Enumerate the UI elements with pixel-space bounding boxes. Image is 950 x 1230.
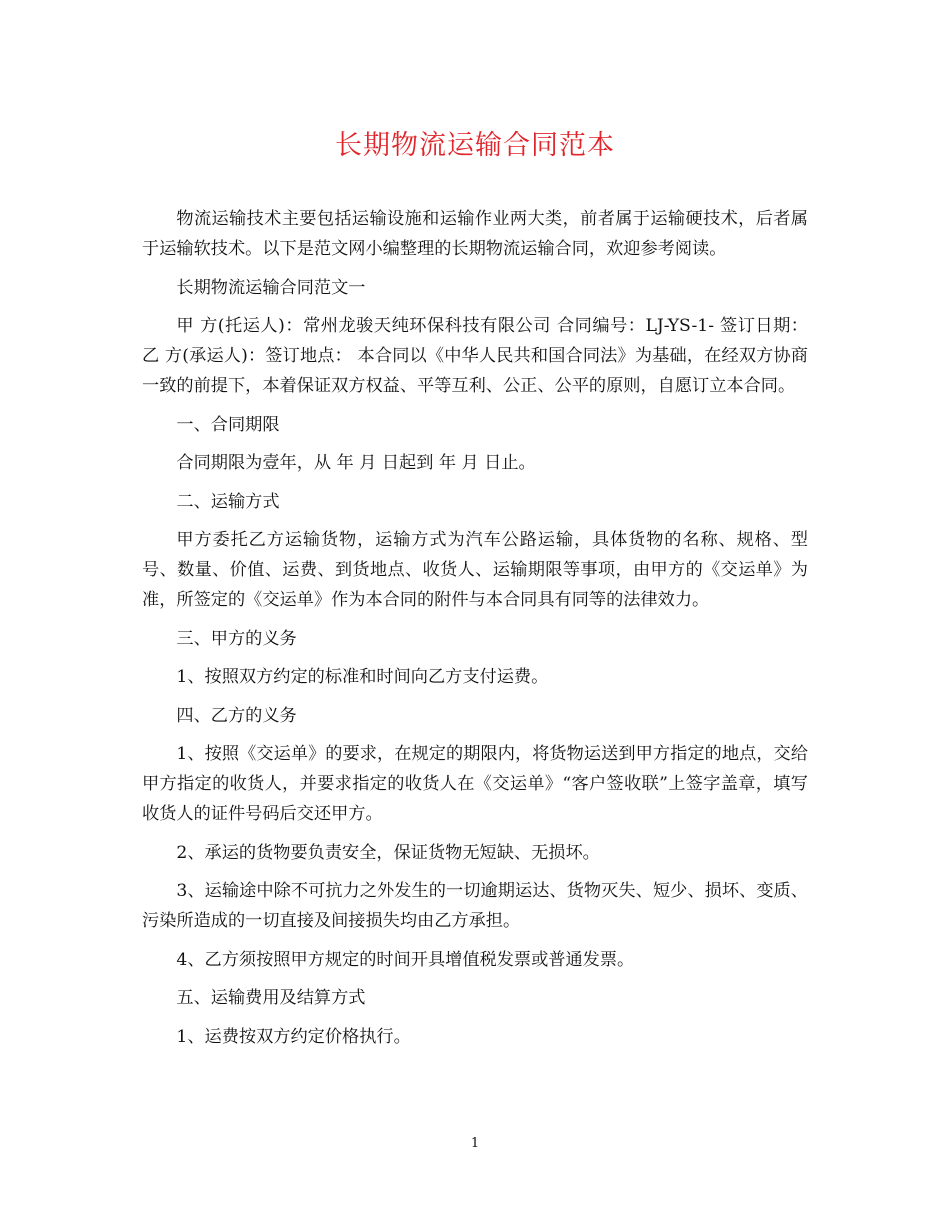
section-heading-sample-one: 长期物流运输合同范文一	[176, 277, 366, 298]
paragraph-party-b-duty-1: 1、按照《交运单》的要求，在规定的期限内，将货物运送到甲方指定的地点，交给甲方指定的收货人，并要求指定的收货人在《交运单》“客户签收联”上签字盖章，填写收货人的证件号码后交还甲方。	[142, 744, 808, 824]
paragraph-term: 合同期限为壹年，从 年 月 日起到 年 月 日止。	[176, 453, 536, 473]
paragraph-transport-mode: 甲方委托乙方运输货物，运输方式为汽车公路运输，具体货物的名称、规格、型号、数量、价值、运费、到货地点、收货人、运输期限等事项，由甲方的《交运单》为准，所签定的《交运单》作为本合同的附件与本合同具有同等的法律效力。	[142, 530, 808, 610]
section-heading-party-b-duties: 四、乙方的义务	[176, 705, 297, 726]
paragraph-parties: 甲 方(托运人)：常州龙骏天纯环保科技有限公司 合同编号：LJ-YS-1- 签订日期： 乙 方(承运人)：签订地点： 本合同以《中华人民共和国合同法》为基础，在经双方协商一致的前提下，本着保证双方权益、平等互利、公正、公平的原则，自愿订立本合同。	[142, 316, 808, 396]
section-heading-term: 一、合同期限	[176, 414, 280, 435]
section-heading-transport-mode: 二、运输方式	[176, 491, 280, 512]
paragraph-party-b-duty-2: 2、承运的货物要负责安全，保证货物无短缺、无损坏。	[176, 842, 600, 863]
document-title: 长期物流运输合同范本	[335, 130, 615, 161]
paragraph-party-a-duty-1: 1、按照双方约定的标准和时间向乙方支付运费。	[176, 667, 549, 687]
page-number: 1	[470, 1136, 480, 1151]
section-heading-party-a-duties: 三、甲方的义务	[176, 628, 297, 649]
paragraph-party-b-duty-4: 4、乙方须按照甲方规定的时间开具增值税发票或普通发票。	[176, 949, 635, 970]
paragraph-intro: 物流运输技术主要包括运输设施和运输作业两大类，前者属于运输硬技术，后者属于运输软技术。以下是范文网小编整理的长期物流运输合同，欢迎参考阅读。	[142, 209, 808, 259]
section-heading-fees: 五、运输费用及结算方式	[176, 988, 366, 1008]
paragraph-fees-1: 1、运费按双方约定价格执行。	[176, 1026, 411, 1047]
document-body	[142, 204, 808, 1060]
paragraph-party-b-duty-3: 3、运输途中除不可抗力之外发生的一切逾期运达、货物灭失、短少、损坏、变质、污染所造成的一切直接及间接损失均由乙方承担。	[142, 881, 808, 931]
